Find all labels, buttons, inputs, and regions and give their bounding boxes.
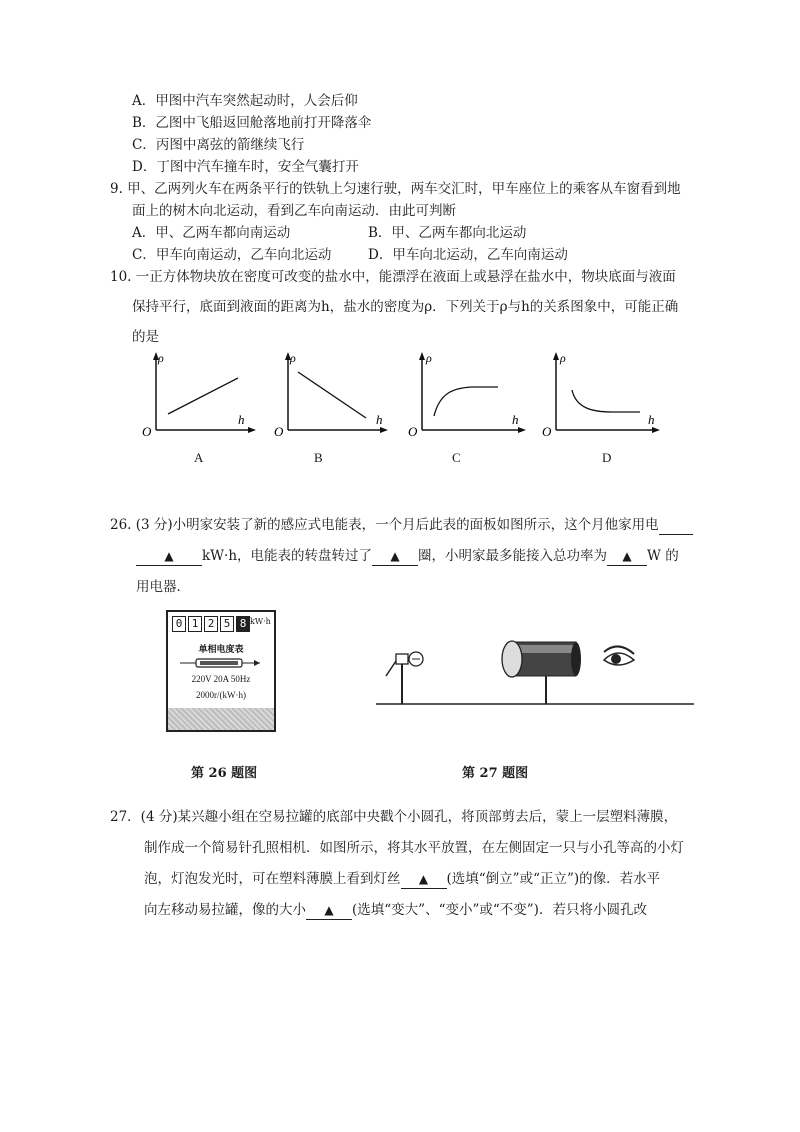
graph-c-origin: O [408,424,418,439]
graph-d-ylabel: ρ [560,351,566,365]
q26-stem-text: 26. (3 分)小明家安装了新的感应式电能表，一个月后此表的面板如图所示，这个月他家用电 [110,517,659,533]
graph-a-label: A [194,450,204,465]
graph-a-ylabel: ρ [158,351,164,365]
figure-26-caption: 第 26 题图 [191,766,258,781]
graph-c-xlabel: h [512,412,519,427]
q26-stem-line2 [136,547,679,566]
q26-blank-energy-marker: ▲ [164,549,174,563]
pinhole-camera-figure [376,628,706,708]
q26-stem-line1 [110,516,693,535]
q26-blank-energy[interactable] [136,547,202,566]
graph-d-label: D [602,450,612,465]
q27-blank-orientation[interactable] [401,870,447,889]
meter-digit-decimal: 8 [236,616,250,632]
q26-unit-text2: 圈，小明家最多能接入总功率为 [418,548,608,564]
q8-option-c: C．丙图中离弦的箭继续飞行 [132,137,305,153]
q26-blank-turns[interactable] [372,547,418,566]
q9-option-d: D．甲车向北运动，乙车向南运动 [368,247,568,263]
graph-d [540,350,664,440]
meter-digit: 1 [188,616,202,632]
q27-stem-line2: 制作成一个简易针孔照相机．如图所示，将其水平放置，在左侧固定一只与小孔等高的小灯 [144,840,684,856]
meter-rate: 2000r/(kW·h) [196,690,246,700]
meter-digit: 0 [172,616,186,632]
q8-option-a: A．甲图中汽车突然起动时，人会后仰 [132,93,358,109]
q26-unit-text1: kW·h，电能表的转盘转过了 [202,548,373,564]
q26-stem-line3: 用电器． [136,579,190,595]
graph-c [406,350,530,440]
q27-line4-text-b: (选填“变大”、“变小”或“不变”)．若只将小圆孔改 [352,902,647,918]
graph-c-ylabel: ρ [426,351,432,365]
q10-stem-line3: 的是 [132,329,159,345]
q9-stem-line2: 面上的树木向北运动，看到乙车向南运动．由此可判断 [132,203,456,219]
graph-a-xlabel: h [238,412,245,427]
eye-icon [604,646,634,665]
q26-blank-turns-marker: ▲ [390,549,400,563]
q26-blank-power[interactable] [607,547,647,566]
q26-unit-text3: W 的 [647,548,679,564]
bulb-icon [386,652,423,704]
figure-27-caption: 第 27 题图 [462,766,529,781]
graph-b-origin: O [274,424,284,439]
q27-blank-orientation-marker: ▲ [418,872,429,886]
graph-c-label: C [452,450,461,465]
q8-option-d: D．丁图中汽车撞车时，安全气囊打开 [132,159,359,175]
graph-b-xlabel: h [376,412,383,427]
graph-a-origin: O [142,424,152,439]
graph-b [272,350,392,440]
q9-option-c: C．甲车向南运动，乙车向北运动 [132,247,332,263]
meter-digit: 2 [204,616,218,632]
graph-b-ylabel: ρ [290,351,296,365]
q27-stem-line3 [144,870,660,889]
q9-stem-line1: 9. 甲、乙两列火车在两条平行的铁轨上匀速行驶，两车交汇时，甲车座位上的乘客从车窗看到地 [110,181,681,197]
meter-disc-window-icon [178,656,262,670]
graph-b-label: B [314,450,323,465]
meter-base [168,708,274,730]
meter-specs: 220V 20A 50Hz [191,674,251,684]
graph-a [140,350,260,440]
meter-name: 单相电度表 [198,645,244,655]
q27-line3-text-b: (选填“倒立”或“正立”)的像．若水平 [446,871,661,887]
q10-stem-line1: 10. 一正方体物块放在密度可改变的盐水中，能漂浮在液面上或悬浮在盐水中，物块底面与液面 [110,269,676,285]
q27-blank-size[interactable] [306,901,352,920]
meter-digits [172,616,250,632]
q9-option-b: B．甲、乙两车都向北运动 [368,225,527,241]
meter-unit: kW·h [250,617,271,626]
graph-d-origin: O [542,424,552,439]
q9-option-a: A．甲、乙两车都向南运动 [132,225,291,241]
meter-digit: 5 [220,616,234,632]
can-icon [502,641,581,704]
q8-option-b: B．乙图中飞船返回舱落地前打开降落伞 [132,115,372,131]
q27-blank-size-marker: ▲ [324,903,334,917]
q26-blank-power-marker: ▲ [622,549,632,563]
q10-stem-line2: 保持平行，底面到液面的距离为h，盐水的密度为ρ．下列关于ρ与h的关系图象中，可能正确 [132,299,679,315]
q27-stem-line4 [144,901,647,920]
q27-stem-line1: 27．(4 分)某兴趣小组在空易拉罐的底部中央戳个小圆孔，将顶部剪去后，蒙上一层塑料薄膜， [110,809,678,825]
q26-blank-energy-part1[interactable] [659,516,693,535]
q27-line3-text-a: 泡，灯泡发光时，可在塑料薄膜上看到灯丝 [144,871,401,887]
electric-meter-figure [166,610,276,732]
graph-d-xlabel: h [648,412,655,427]
q27-line4-text-a: 向左移动易拉罐，像的大小 [144,902,306,918]
